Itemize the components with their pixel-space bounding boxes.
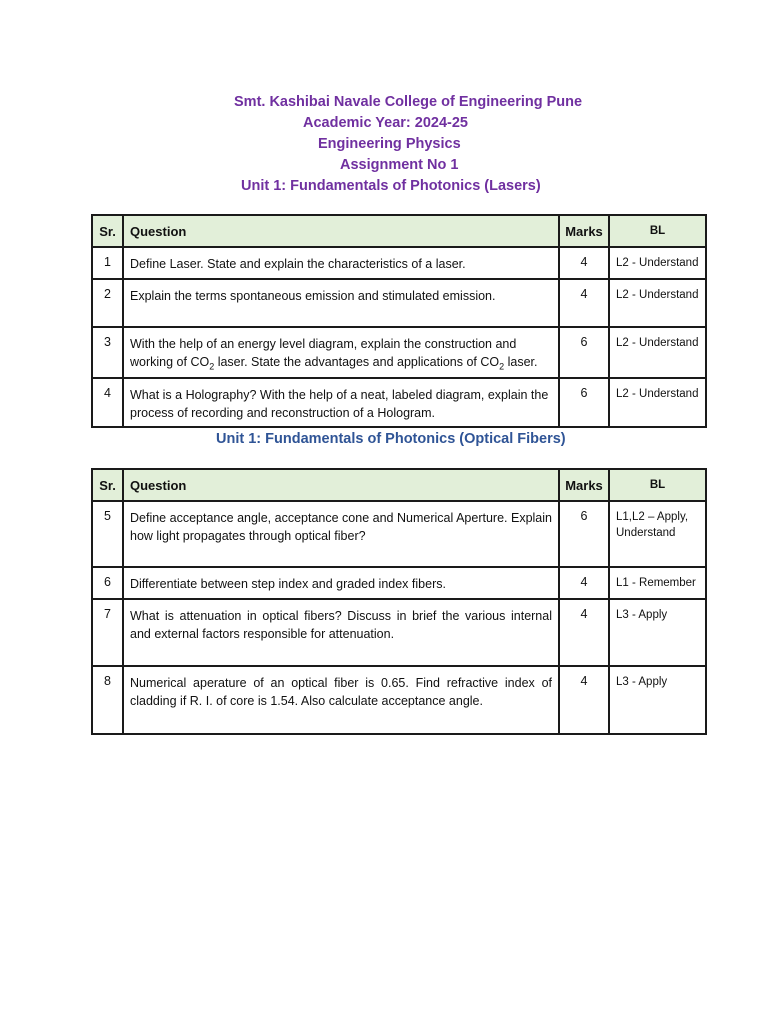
subscript: 2: [209, 361, 215, 372]
column-header-marks: Marks: [559, 215, 609, 247]
table-row: [92, 666, 706, 734]
row-marks: 4: [559, 567, 609, 599]
table-header-row: [92, 469, 706, 501]
column-header-marks: Marks: [559, 469, 609, 501]
row-bloom-level: L3 - Apply: [609, 666, 706, 734]
academic-year: Academic Year: 2024-25: [303, 115, 468, 131]
row-marks: 6: [559, 501, 609, 567]
row-question: [123, 327, 559, 378]
row-marks: 4: [559, 599, 609, 666]
row-question: What is attenuation in optical fibers? Discuss in brief the various internal and external factors responsible for attenuation.: [123, 599, 559, 666]
row-bloom-level: L3 - Apply: [609, 599, 706, 666]
table-row: [92, 501, 706, 567]
row-bloom-level: L1 - Remember: [609, 567, 706, 599]
lasers-question-table: [91, 214, 707, 428]
document-header: [0, 92, 768, 197]
column-header-sr: Sr.: [92, 469, 123, 501]
question-text: With the help of an energy level diagram, explain the construction and working of CO: [130, 337, 517, 369]
table-row: [92, 378, 706, 427]
row-sr: 2: [92, 279, 123, 327]
assignment-number: Assignment No 1: [340, 157, 459, 173]
row-sr: 5: [92, 501, 123, 567]
row-question: Define acceptance angle, acceptance cone and Numerical Aperture. Explain how light propagates through optical fiber?: [123, 501, 559, 567]
table-header-row: [92, 215, 706, 247]
row-bloom-level: L2 - Understand: [609, 247, 706, 279]
row-sr: 1: [92, 247, 123, 279]
row-sr: 3: [92, 327, 123, 378]
row-question: What is a Holography? With the help of a neat, labeled diagram, explain the process of recording and reconstruction of a Hologram.: [123, 378, 559, 427]
row-bloom-level: L2 - Understand: [609, 327, 706, 378]
row-question: Define Laser. State and explain the characteristics of a laser.: [123, 247, 559, 279]
row-bloom-level: L1,L2 – Apply, Understand: [609, 501, 706, 567]
row-marks: 4: [559, 666, 609, 734]
row-bloom-level: L2 - Understand: [609, 378, 706, 427]
row-question: Explain the terms spontaneous emission and stimulated emission.: [123, 279, 559, 327]
table-row: [92, 279, 706, 327]
table-row: [92, 247, 706, 279]
college-name: Smt. Kashibai Navale College of Engineering Pune: [234, 94, 583, 110]
table-row: [92, 327, 706, 378]
row-bloom-level: L2 - Understand: [609, 279, 706, 327]
row-question: Differentiate between step index and graded index fibers.: [123, 567, 559, 599]
column-header-sr: Sr.: [92, 215, 123, 247]
row-marks: 6: [559, 378, 609, 427]
question-text: laser.: [504, 355, 538, 369]
row-sr: 8: [92, 666, 123, 734]
row-marks: 4: [559, 247, 609, 279]
subscript: 2: [499, 361, 505, 372]
row-question: Numerical aperature of an optical fiber is 0.65. Find refractive index of cladding if R. I. of core is 1.54. Also calculate acceptance angle.: [123, 666, 559, 734]
table-row: [92, 599, 706, 666]
column-header-question: Question: [123, 215, 559, 247]
table-row: [92, 567, 706, 599]
column-header-question: Question: [123, 469, 559, 501]
column-header-bl: BL: [609, 469, 706, 501]
optical-fibers-question-table: [91, 468, 707, 735]
question-text: laser. State the advantages and applications of CO: [214, 355, 500, 369]
row-sr: 6: [92, 567, 123, 599]
row-marks: 4: [559, 279, 609, 327]
row-marks: 6: [559, 327, 609, 378]
subject-title: Engineering Physics: [318, 136, 461, 152]
row-sr: 7: [92, 599, 123, 666]
unit-title-optical-fibers: Unit 1: Fundamentals of Photonics (Optical Fibers): [216, 431, 566, 447]
column-header-bl: BL: [609, 215, 706, 247]
unit-title-lasers: Unit 1: Fundamentals of Photonics (Lasers): [241, 178, 541, 194]
row-sr: 4: [92, 378, 123, 427]
